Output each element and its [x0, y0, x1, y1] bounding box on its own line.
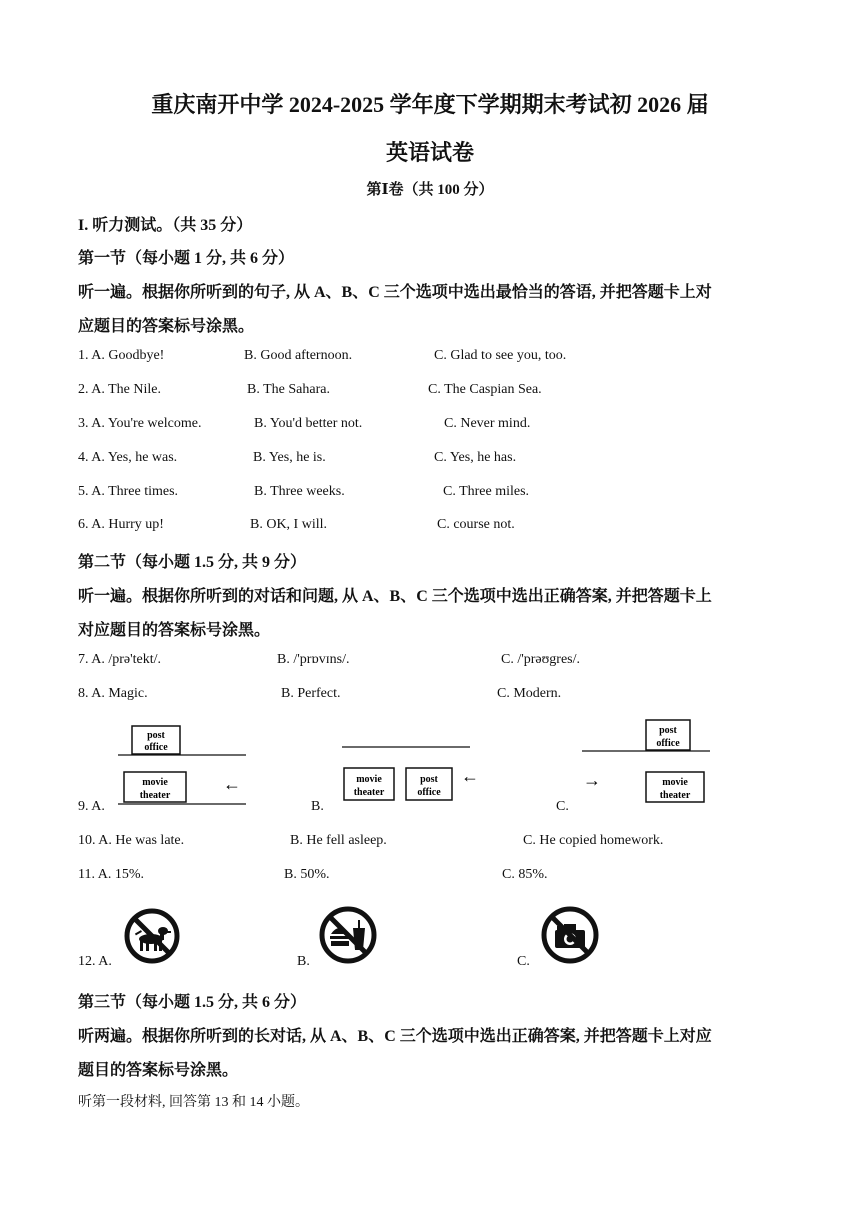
sign-theater-text: theater [139, 790, 171, 801]
q9-map-a [118, 720, 268, 812]
q2-option-b: B. The Sahara. [247, 382, 330, 397]
q1-option-b: B. Good afternoon. [244, 348, 353, 363]
q6-option-c: C. course not. [437, 517, 515, 532]
q1-option-a: 1. A. Goodbye! [78, 348, 165, 363]
no-camera-icon [539, 904, 601, 966]
sign-office-text: office [144, 742, 168, 753]
sign-movie-text: movie [662, 777, 688, 788]
sign-post-text: post [420, 774, 438, 785]
sign-office-text: office [417, 787, 441, 798]
section2-heading: 第二节（每小题 1.5 分, 共 9 分） [78, 554, 307, 571]
q4-option-c: C. Yes, he has. [434, 450, 517, 465]
volume-label: 第Ⅰ卷（共 100 分） [366, 182, 494, 198]
q10-option-b: B. He fell asleep. [290, 833, 387, 848]
q1-option-c: C. Glad to see you, too. [434, 348, 567, 363]
sign-post-text: post [659, 725, 677, 736]
section3-note: 听第一段材料, 回答第 13 和 14 小题。 [78, 1095, 309, 1110]
q9-map-b [338, 736, 488, 808]
section2-instruction-2: 对应题目的答案标号涂黑。 [78, 622, 271, 639]
q9-option-a: 9. A. [78, 799, 105, 814]
q12-option-a: 12. A. [78, 954, 112, 969]
q3-option-c: C. Never mind. [444, 416, 531, 431]
q8-option-c: C. Modern. [497, 686, 562, 701]
section2-instruction-1: 听一遍。根据你所听到的对话和问题, 从 A、B、C 三个选项中选出正确答案, 并把答题卡上 [78, 588, 712, 605]
sign-movie-text: movie [142, 777, 168, 788]
section3-instruction-2: 题目的答案标号涂黑。 [78, 1062, 239, 1079]
section1-instruction-2: 应题目的答案标号涂黑。 [78, 318, 255, 335]
q8-option-b: B. Perfect. [281, 686, 341, 701]
q10-option-c: C. He copied homework. [523, 833, 664, 848]
exam-title: 重庆南开中学 2024-2025 学年度下学期期末考试初 2026 届 [151, 92, 709, 117]
q4-option-a: 4. A. Yes, he was. [78, 450, 178, 465]
sign-theater-text: theater [353, 787, 385, 798]
q11-option-a: 11. A. 15%. [78, 867, 144, 882]
q4-option-b: B. Yes, he is. [253, 450, 326, 465]
section3-instruction-1: 听两遍。根据你所听到的长对话, 从 A、B、C 三个选项中选出正确答案, 并把答题卡上对应 [78, 1028, 712, 1045]
q7-option-a: 7. A. /prə'tekt/. [78, 652, 162, 667]
q7-option-c: C. /'prəʊgres/. [501, 652, 581, 667]
arrow-right-icon: → [583, 770, 601, 790]
q12-option-c: C. [517, 954, 530, 969]
q9-option-b: B. [311, 799, 324, 814]
q12-option-b: B. [297, 954, 310, 969]
q2-option-c: C. The Caspian Sea. [428, 382, 542, 397]
section1-heading: 第一节（每小题 1 分, 共 6 分） [78, 250, 295, 267]
section3-heading: 第三节（每小题 1.5 分, 共 6 分） [78, 994, 307, 1011]
sign-theater-text: theater [659, 790, 691, 801]
q11-option-c: C. 85%. [502, 867, 548, 882]
q9-option-c: C. [556, 799, 569, 814]
q3-option-a: 3. A. You're welcome. [78, 416, 202, 431]
part1-heading: I. 听力测试。（共 35 分） [78, 217, 253, 234]
sign-movie-text: movie [356, 774, 382, 785]
arrow-left-icon: ← [223, 774, 241, 794]
q6-option-a: 6. A. Hurry up! [78, 517, 164, 532]
q2-option-a: 2. A. The Nile. [78, 382, 161, 397]
q6-option-b: B. OK, I will. [250, 517, 327, 532]
q9-map-c [578, 714, 718, 810]
q8-option-a: 8. A. Magic. [78, 686, 148, 701]
q11-option-b: B. 50%. [284, 867, 330, 882]
section1-instruction-1: 听一遍。根据你所听到的句子, 从 A、B、C 三个选项中选出最恰当的答语, 并把答题卡上对 [78, 284, 712, 301]
q3-option-b: B. You'd better not. [254, 416, 363, 431]
exam-subject: 英语试卷 [385, 140, 474, 165]
q7-option-b: B. /'prɒvɪns/. [277, 652, 350, 667]
q5-option-a: 5. A. Three times. [78, 484, 179, 499]
sign-office-text: office [656, 738, 680, 749]
q5-option-b: B. Three weeks. [254, 484, 345, 499]
no-food-icon [317, 904, 379, 966]
q10-option-a: 10. A. He was late. [78, 833, 185, 848]
arrow-left-icon: ← [461, 766, 479, 786]
no-dogs-icon [122, 906, 182, 966]
sign-post-text: post [147, 730, 165, 741]
q5-option-c: C. Three miles. [443, 484, 530, 499]
